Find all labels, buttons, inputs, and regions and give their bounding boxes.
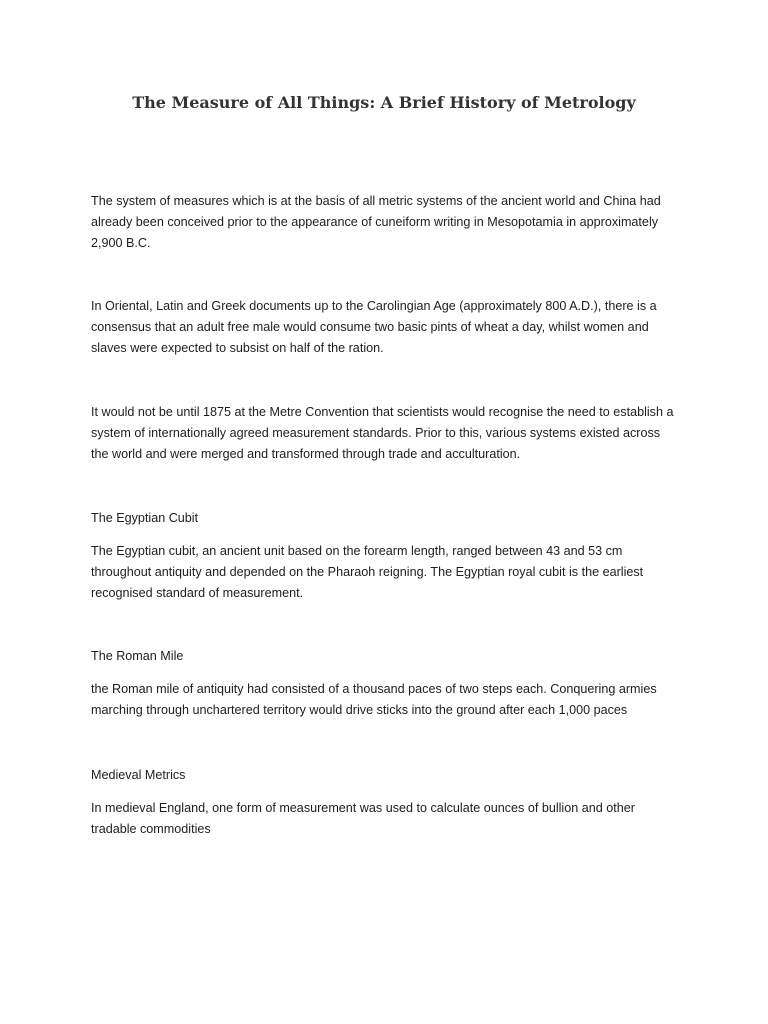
medieval-metrics-paragraph: In medieval England, one form of measurement was used to calculate ounces of bullion and other tradable commodities bbox=[91, 801, 635, 836]
intro-paragraph: The system of measures which is at the basis of all metric systems of the ancient world and China had already been conceived prior to the appearance of cuneiform writing in Mesopotamia in approximately 2,900 B.C. bbox=[91, 194, 661, 250]
roman-mile-paragraph: the Roman mile of antiquity had consisted of a thousand paces of two steps each. Conquering armies marching through unchartered territory would drive sticks into the ground after each 1,000 paces bbox=[91, 682, 657, 717]
egyptian-cubit-paragraph: The Egyptian cubit, an ancient unit based on the forearm length, ranged between 43 and 53 cm throughout antiquity and depended on the Pharaoh reigning. The Egyptian royal cubit is the earliest recognised standard of measurement. bbox=[91, 544, 644, 600]
carolingian-paragraph: In Oriental, Latin and Greek documents up to the Carolingian Age (approximately 800 A.D.), there is a consensus that an adult free male would consume two basic pints of wheat a day, whilst women and slaves were expected to subsist on half of the ration. bbox=[91, 299, 657, 355]
metre-convention-paragraph: It would not be until 1875 at the Metre Convention that scientists would recognise the need to establish a system of internationally agreed measurement standards. Prior to this, various systems existed across the world and were merged and transformed through trade and acculturation. bbox=[91, 405, 674, 461]
roman-mile-heading: The Roman Mile bbox=[91, 649, 184, 663]
document-title: The Measure of All Things: A Brief History of Metrology bbox=[132, 93, 636, 112]
medieval-metrics-heading: Medieval Metrics bbox=[91, 768, 186, 782]
egyptian-cubit-heading: The Egyptian Cubit bbox=[91, 511, 199, 525]
